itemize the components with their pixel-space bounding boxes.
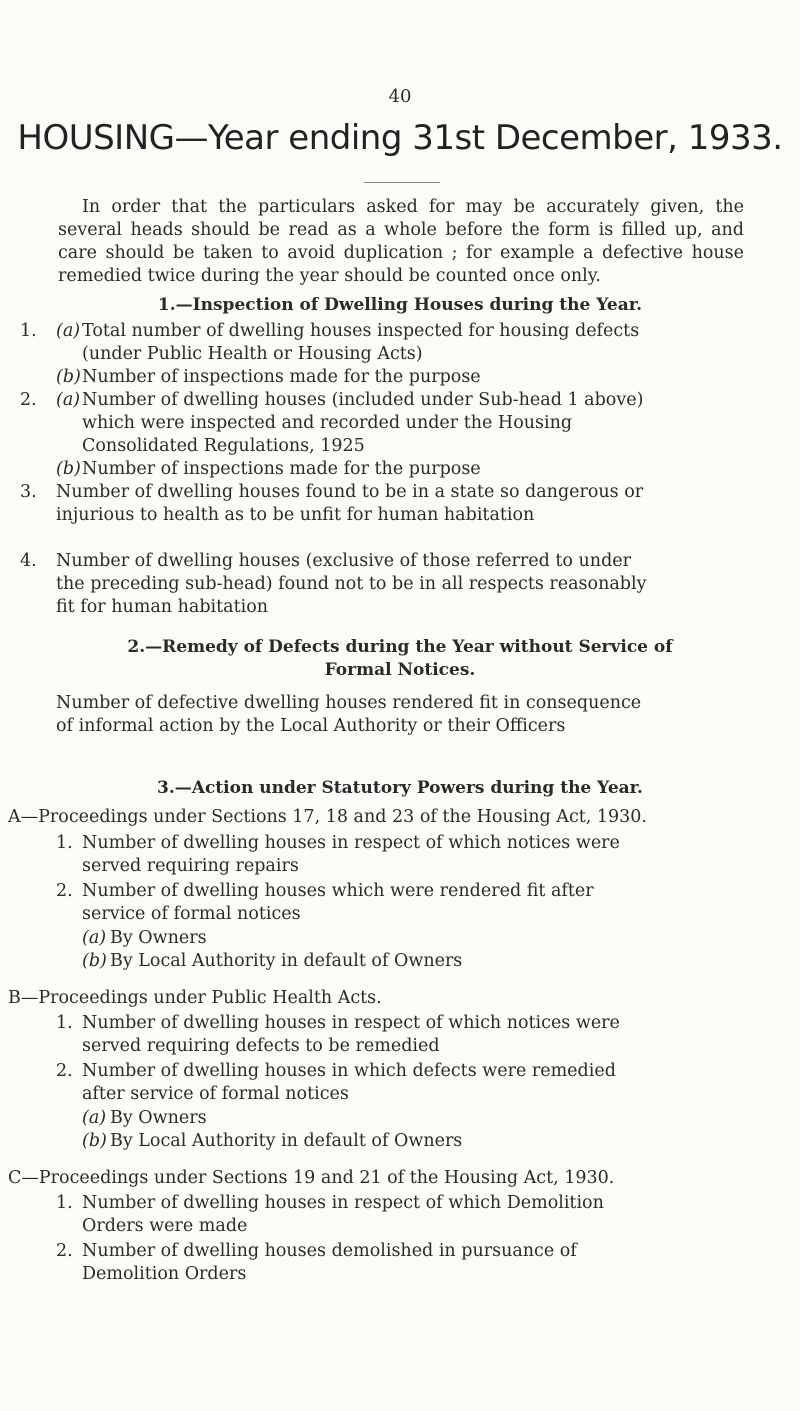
c-item-1-text: Number of dwelling houses in respect of which Demolition Orders were made <box>82 1193 604 1236</box>
intro-paragraph: In order that the particulars asked for may be accurately given, the several heads should be read as a whole before the form is filled up, and care should be taken to avoid duplication ; for example a defective house remedied twice during the year should be counted once only. <box>58 197 744 286</box>
part-a-heading: A—Proceedings under Sections 17, 18 and 23 of the Housing Act, 1930. <box>8 807 647 827</box>
a-item-2a-label: (a) <box>82 928 107 948</box>
b-item-2a-label: (a) <box>82 1108 107 1128</box>
item-2b-text: Number of inspections made for the purpose <box>82 459 481 479</box>
c-item-2-text: Number of dwelling houses demolished in pursuance of Demolition Orders <box>82 1241 577 1284</box>
a-item-1-text: Number of dwelling houses in respect of which notices were served requiring repairs <box>82 833 620 876</box>
section-2-text: Number of defective dwelling houses rendered fit in consequence of informal action by the Local Authority or their Officers <box>56 693 642 736</box>
item-1b-text: Number of inspections made for the purpose <box>82 367 481 387</box>
section-2-heading: 2.—Remedy of Defects during the Year without Service of <box>127 637 673 657</box>
item-1a-label: (a) <box>56 321 81 341</box>
b-item-1-text: Number of dwelling houses in respect of which notices were served requiring defects to be remedied <box>82 1013 620 1056</box>
item-4-number: 4. <box>20 551 37 571</box>
item-2a-label: (a) <box>56 390 81 410</box>
b-item-1-number: 1. <box>56 1013 73 1033</box>
item-1-number: 1. <box>20 321 37 341</box>
item-1b-label: (b) <box>56 367 81 387</box>
page-title: HOUSING—Year ending 31st December, 1933. <box>17 118 783 158</box>
a-item-2-number: 2. <box>56 881 73 901</box>
b-item-2-number: 2. <box>56 1061 73 1081</box>
a-item-2b-text: By Local Authority in default of Owners <box>110 951 463 971</box>
a-item-2a-text: By Owners <box>110 928 207 948</box>
item-2a-text: Number of dwelling houses (included under Sub-head 1 above) which were inspected and recorded under the Housing Consolidated Regulations, 1925 <box>82 390 644 456</box>
b-item-2a-text: By Owners <box>110 1108 207 1128</box>
section-3-heading: 3.—Action under Statutory Powers during the Year. <box>157 778 643 798</box>
section-2-heading-cont: Formal Notices. <box>324 660 476 680</box>
item-3-number: 3. <box>20 482 37 502</box>
part-b-heading: B—Proceedings under Public Health Acts. <box>8 988 382 1008</box>
a-item-1-number: 1. <box>56 833 73 853</box>
page-number: 40 <box>388 86 412 107</box>
item-2b-label: (b) <box>56 459 81 479</box>
item-1a-text: Total number of dwelling houses inspected for housing defects (under Public Health or Housing Acts) <box>82 321 640 364</box>
b-item-2b-label: (b) <box>82 1131 107 1151</box>
item-3-text: Number of dwelling houses found to be in a state so dangerous or injurious to health as to be unfit for human habitation <box>56 482 644 525</box>
a-item-2b-label: (b) <box>82 951 107 971</box>
a-item-2-text: Number of dwelling houses which were rendered fit after service of formal notices <box>82 881 594 924</box>
b-item-2b-text: By Local Authority in default of Owners <box>110 1131 463 1151</box>
title-rule <box>364 182 440 183</box>
item-2-number: 2. <box>20 390 37 410</box>
b-item-2-text: Number of dwelling houses in which defects were remedied after service of formal notices <box>82 1061 616 1104</box>
c-item-1-number: 1. <box>56 1193 73 1213</box>
item-4-text: Number of dwelling houses (exclusive of those referred to under the preceding sub-head) found not to be in all respects reasonably fit for human habitation <box>56 551 647 617</box>
section-1-heading: 1.—Inspection of Dwelling Houses during the Year. <box>157 295 643 315</box>
part-c-heading: C—Proceedings under Sections 19 and 21 of the Housing Act, 1930. <box>8 1168 615 1188</box>
c-item-2-number: 2. <box>56 1241 73 1261</box>
